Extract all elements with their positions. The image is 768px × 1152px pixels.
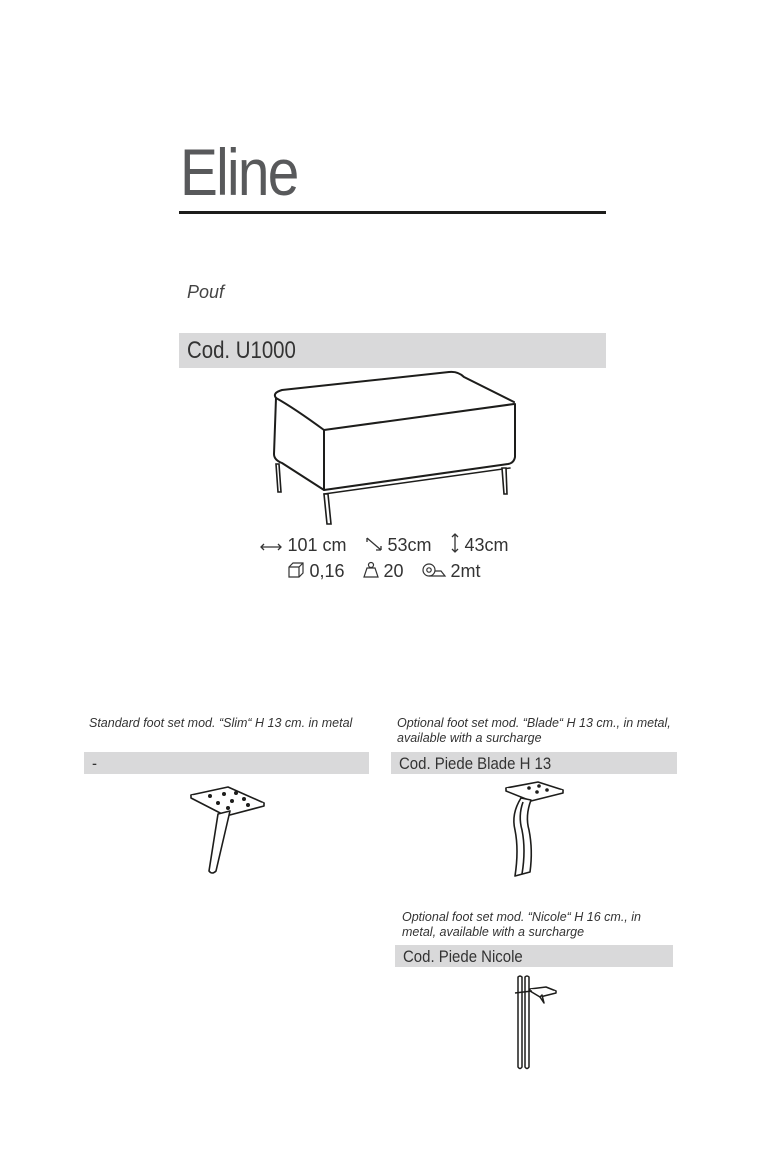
- foot-nicole-code-bar: [395, 945, 673, 967]
- nicole-foot-drawing: [510, 975, 560, 1071]
- height-icon: [449, 533, 461, 558]
- weight-icon: [362, 561, 380, 584]
- shipping-row: [0, 561, 768, 584]
- product-code-bar: [179, 333, 606, 368]
- pouf-leg-right: [502, 468, 507, 494]
- dimensions-row: [0, 533, 768, 558]
- foot-nicole-description: Optional foot set mod. “Nicole“ H 16 cm., in metal, available with a surcharge: [402, 910, 641, 939]
- fabric-roll-icon: [421, 561, 447, 584]
- page-title: Eline: [180, 135, 298, 209]
- height-value: 43cm: [464, 535, 509, 555]
- slim-foot-drawing: [188, 783, 268, 877]
- width-value: 101 cm: [287, 535, 347, 555]
- depth-icon: [364, 535, 384, 558]
- depth-value: 53cm: [387, 535, 432, 555]
- pouf-drawing: [264, 368, 524, 530]
- volume-value: 0,16: [309, 561, 345, 581]
- foot-blade-code-bar: [391, 752, 677, 774]
- title-underline: [179, 211, 606, 214]
- foot-blade-code: Cod. Piede Blade H 13: [399, 754, 552, 773]
- foot-blade-description: Optional foot set mod. “Blade“ H 13 cm., in metal, available with a surcharge: [397, 716, 671, 745]
- pouf-leg-left: [276, 464, 281, 492]
- weight-value: 20: [383, 561, 404, 581]
- product-type: Pouf: [187, 282, 225, 302]
- foot-nicole-code: Cod. Piede Nicole: [403, 947, 523, 966]
- width-icon: [259, 537, 283, 558]
- volume-cube-icon: [287, 561, 305, 584]
- foot-slim-code-bar: [84, 752, 369, 774]
- foot-slim-description: Standard foot set mod. “Slim“ H 13 cm. in metal: [89, 716, 353, 730]
- pouf-leg-front: [324, 494, 331, 524]
- foot-slim-code: -: [92, 754, 97, 773]
- fabric-value: 2mt: [450, 561, 481, 581]
- product-code: Cod. U1000: [187, 337, 296, 364]
- blade-foot-drawing: [503, 780, 567, 878]
